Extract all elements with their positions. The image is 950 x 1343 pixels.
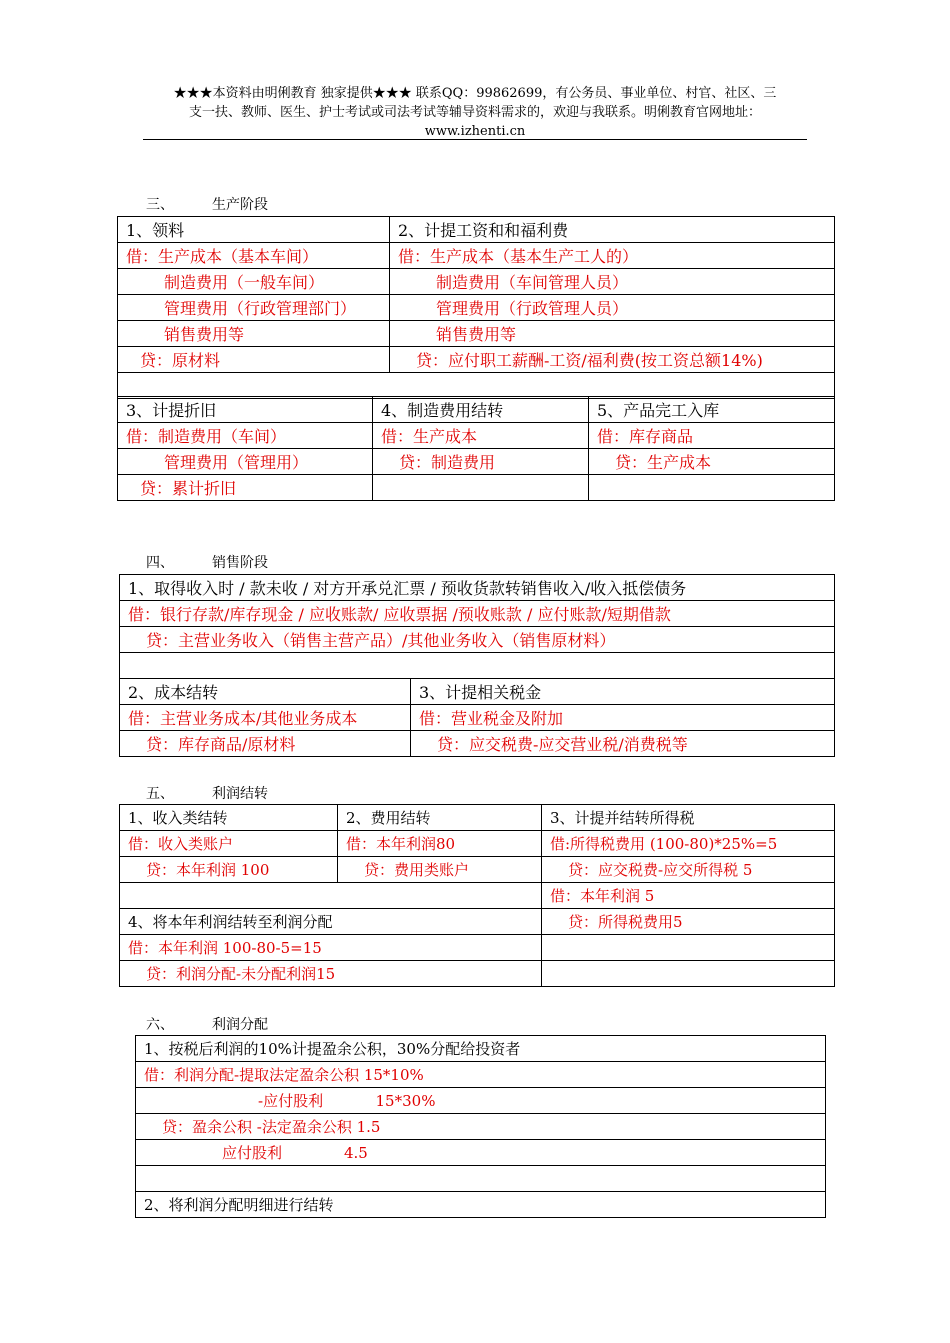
cell-entry: 制造费用（一般车间） [118, 269, 390, 295]
cell-header: 2、费用结转 [338, 805, 542, 831]
section-6-title: 利润分配 [212, 1017, 268, 1033]
section-4-title: 销售阶段 [212, 555, 268, 571]
sales-table-1 [119, 574, 835, 679]
cell-debit: 借：生产成本（基本生产工人的） [390, 243, 835, 269]
cell-debit: 借：制造费用（车间） [118, 423, 373, 449]
cell-entry: 管理费用（行政管理人员） [390, 295, 835, 321]
cell-header: 1、取得收入时 / 款未收 / 对方开承兑汇票 / 预收货款转销售收入/收入抵偿债务 [120, 575, 835, 601]
header-line-2: 支一扶、教师、医生、护士考试或司法考试等辅导资料需求的，欢迎与我联系。明俐教育官网地址： [188, 105, 761, 120]
cell-entry: 应付股利 4.5 [136, 1140, 826, 1166]
cell-entry: 制造费用（车间管理人员） [390, 269, 835, 295]
cell-credit: 贷：应付职工薪酬-工资/福利费(按工资总额14%) [390, 347, 835, 373]
section-3-heading [146, 194, 268, 214]
cell-debit: 借:所得税费用 (100-80)*25%=5 [542, 831, 835, 857]
cell-debit: 借：银行存款/库存现金 / 应收账款/ 应收票据 /预收账款 / 应付账款/短期借款 [120, 601, 835, 627]
cell-empty [542, 935, 835, 961]
cell-credit: 贷：所得税费用5 [542, 909, 835, 935]
profit-transfer-table [119, 804, 835, 987]
section-6-number: 六、 [146, 1017, 174, 1033]
cell-header: 1、按税后利润的10%计提盈余公积，30%分配给投资者 [136, 1036, 826, 1062]
cell-header: 2、成本结转 [120, 679, 411, 705]
cell-empty [542, 961, 835, 987]
blank-row [136, 1166, 826, 1192]
section-3-number: 三、 [146, 197, 174, 213]
section-5-heading [146, 783, 268, 803]
section-5-number: 五、 [146, 786, 174, 802]
cell-debit: 借：库存商品 [589, 423, 835, 449]
cell-credit: 贷：主营业务收入（销售主营产品）/其他业务收入（销售原材料） [120, 627, 835, 653]
cell-credit: 贷：原材料 [118, 347, 390, 373]
cell-debit: 借：利润分配-提取法定盈余公积 15*10% [136, 1062, 826, 1088]
header-divider [143, 139, 807, 140]
section-4-number: 四、 [146, 555, 174, 571]
cell-entry: 销售费用等 [390, 321, 835, 347]
cell-debit: 借：本年利润 5 [542, 883, 835, 909]
cell-entry: -应付股利 15*30% [136, 1088, 826, 1114]
cell-credit: 贷：费用类账户 [338, 857, 542, 883]
cell-header: 4、制造费用结转 [373, 397, 589, 423]
production-table-2 [117, 396, 835, 501]
cell-credit: 贷：盈余公积 -法定盈余公积 1.5 [136, 1114, 826, 1140]
section-5-title: 利润结转 [212, 786, 268, 802]
cell-credit: 贷：应交税费-应交所得税 5 [542, 857, 835, 883]
cell-credit: 贷：制造费用 [373, 449, 589, 475]
cell-credit: 贷：本年利润 100 [120, 857, 338, 883]
section-4-heading [146, 552, 268, 572]
cell-header: 3、计提折旧 [118, 397, 373, 423]
cell-empty [589, 475, 835, 501]
cell-debit: 借：本年利润 100-80-5=15 [120, 935, 542, 961]
cell-header: 4、将本年利润结转至利润分配 [120, 909, 542, 935]
cell-header: 3、计提并结转所得税 [542, 805, 835, 831]
cell-credit: 贷：生产成本 [589, 449, 835, 475]
blank-cell [120, 883, 542, 909]
blank-row [118, 373, 835, 399]
cell-empty [373, 475, 589, 501]
cell-header: 1、领料 [118, 217, 390, 243]
cell-debit: 借：生产成本（基本车间） [118, 243, 390, 269]
cell-debit: 借：本年利润80 [338, 831, 542, 857]
cell-header: 1、收入类结转 [120, 805, 338, 831]
header-line-1: ★★★本资料由明俐教育 独家提供★★★ 联系QQ：99862699，有公务员、事业单位、村官、社区、三 [173, 86, 777, 101]
section-3-title: 生产阶段 [212, 197, 268, 213]
page-header [140, 84, 810, 141]
cell-credit: 贷：库存商品/原材料 [120, 731, 411, 757]
profit-distribution-table [135, 1035, 826, 1218]
cell-entry: 管理费用（管理用） [118, 449, 373, 475]
blank-row [120, 653, 835, 679]
cell-debit: 借：营业税金及附加 [411, 705, 835, 731]
sales-table-2 [119, 678, 835, 757]
cell-debit: 借：收入类账户 [120, 831, 338, 857]
cell-header: 2、计提工资和和福利费 [390, 217, 835, 243]
header-website: www.izhenti.cn [424, 124, 526, 139]
cell-entry: 管理费用（行政管理部门） [118, 295, 390, 321]
cell-entry: 销售费用等 [118, 321, 390, 347]
cell-debit: 借：生产成本 [373, 423, 589, 449]
cell-credit: 贷：利润分配-未分配利润15 [120, 961, 542, 987]
cell-header: 3、计提相关税金 [411, 679, 835, 705]
section-6-heading [146, 1014, 268, 1034]
cell-header: 5、产品完工入库 [589, 397, 835, 423]
cell-header: 2、将利润分配明细进行结转 [136, 1192, 826, 1218]
cell-debit: 借：主营业务成本/其他业务成本 [120, 705, 411, 731]
cell-credit: 贷：累计折旧 [118, 475, 373, 501]
production-table-1 [117, 216, 835, 399]
cell-credit: 贷：应交税费-应交营业税/消费税等 [411, 731, 835, 757]
